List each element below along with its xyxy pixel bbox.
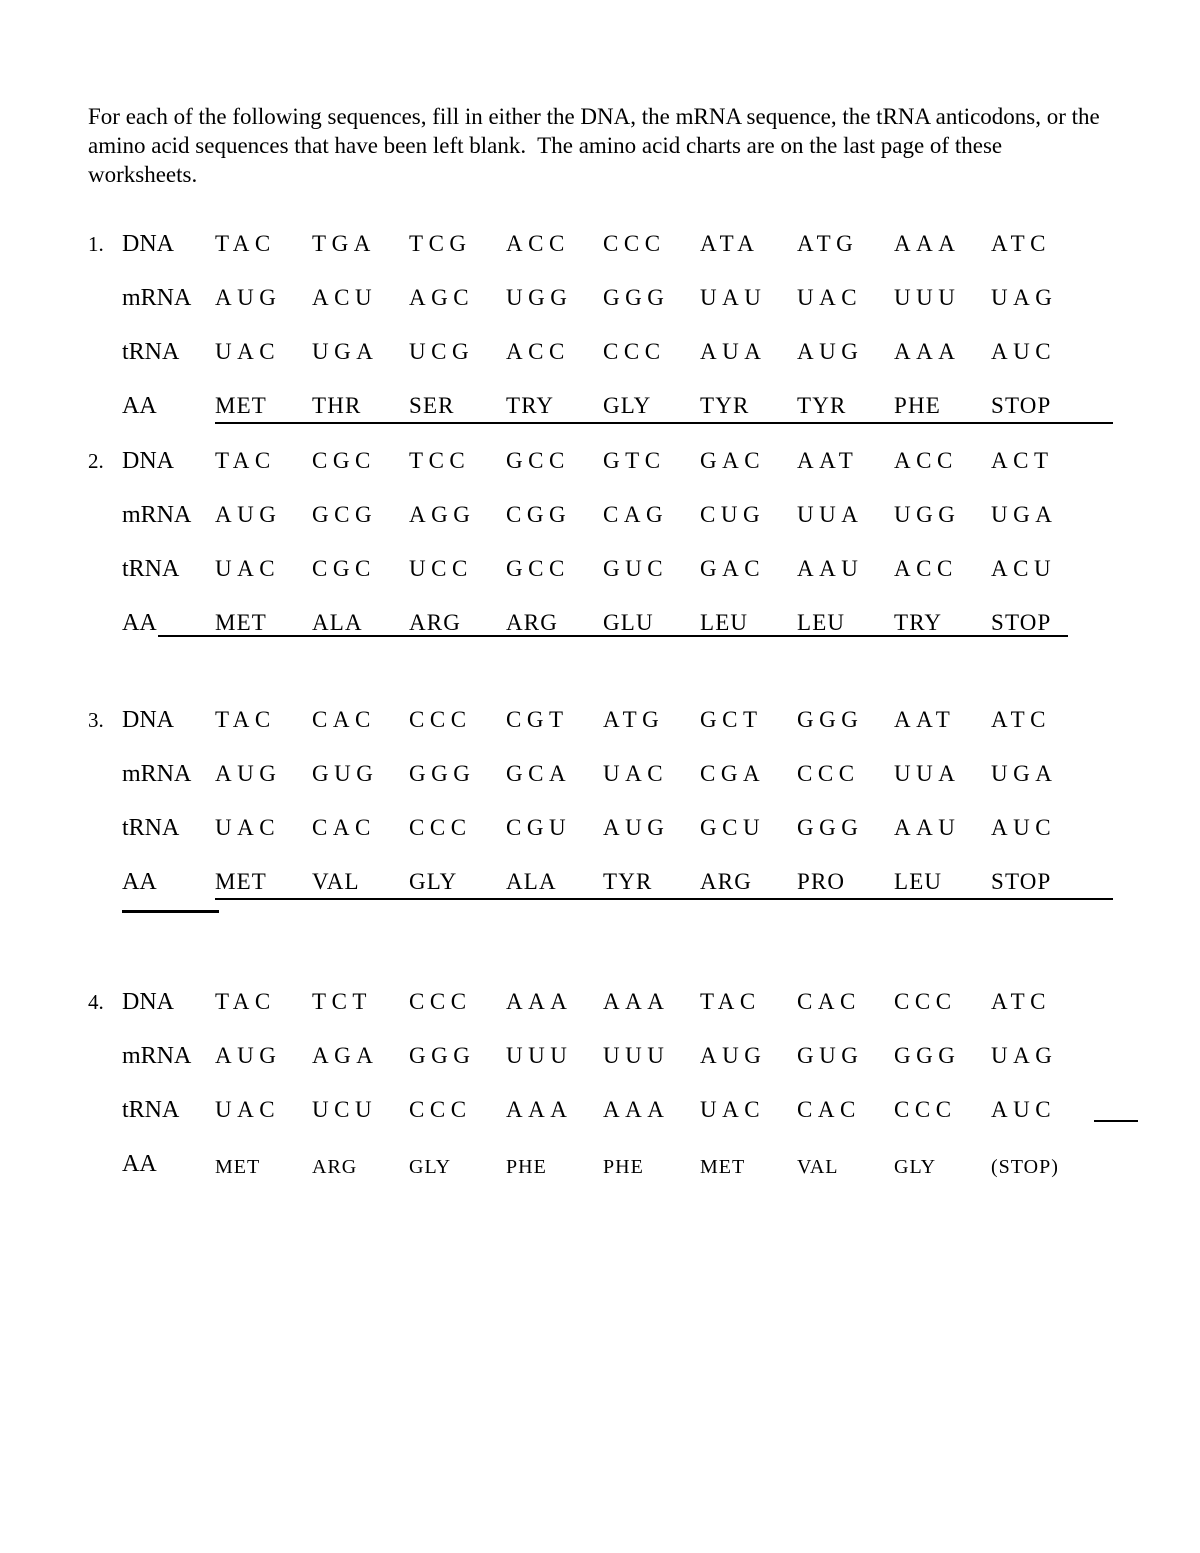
codon-group [215, 447, 1088, 475]
codon: TGA [312, 231, 376, 256]
row-label-dna: DNA [122, 231, 174, 257]
codon: UAU [700, 285, 767, 310]
codon: AAA [506, 1097, 573, 1122]
codon: CAC [797, 989, 861, 1014]
amino-acid: MET [700, 1156, 746, 1178]
codon: UUU [506, 1043, 573, 1068]
codon-group [215, 706, 1088, 734]
codon: GGG [797, 707, 864, 732]
sequence-row-trna [88, 814, 1160, 868]
codon: GCC [506, 556, 570, 581]
codon: CUG [700, 502, 766, 527]
sequence-row-mrna [88, 1042, 1160, 1096]
amino-acid: GLY [409, 1156, 452, 1178]
codon: AAT [894, 707, 956, 732]
sequence-row-mrna [88, 284, 1160, 338]
sequence-row-aa [88, 609, 1160, 663]
amino-acid: ARG [700, 869, 753, 894]
amino-acid: GLU [603, 610, 654, 635]
codon: AAU [894, 815, 961, 840]
codon: ACC [506, 231, 570, 256]
amino-acid: LEU [700, 610, 749, 635]
codon: AAT [797, 448, 859, 473]
codon-group [215, 1042, 1088, 1070]
codon: GUG [797, 1043, 864, 1068]
problem-number: 4. [88, 990, 104, 1014]
amino-acid: PRO [797, 869, 846, 894]
codon: UUU [603, 1043, 670, 1068]
codon-group [215, 284, 1088, 312]
amino-acid: THR [312, 393, 362, 418]
codon: CCC [409, 989, 472, 1014]
amino-acid: PHE [506, 1156, 547, 1178]
codon: ACU [312, 285, 378, 310]
codon: ACT [991, 448, 1054, 473]
amino-acid-group [215, 392, 1113, 424]
codon-group [215, 814, 1088, 842]
codon: UGG [894, 502, 961, 527]
problem-number: 2. [88, 449, 104, 473]
codon: GGG [894, 1043, 961, 1068]
amino-acid: VAL [312, 869, 360, 894]
codon: UCU [312, 1097, 378, 1122]
blank-answer-line [122, 896, 219, 913]
row-label-trna: tRNA [122, 815, 180, 841]
codon: AUG [797, 339, 864, 364]
codon: CGA [700, 761, 766, 786]
codon: AUG [215, 502, 282, 527]
codon: UGA [991, 761, 1058, 786]
row-label-trna: tRNA [122, 1097, 180, 1123]
codon: CGU [506, 815, 572, 840]
codon: CGG [506, 502, 572, 527]
row-label-aa: AA [122, 1151, 157, 1177]
codon: CCC [603, 231, 666, 256]
codon-group [215, 1096, 1138, 1124]
amino-acid: MET [215, 393, 267, 418]
amino-acid: MET [215, 869, 267, 894]
codon: CAC [312, 815, 376, 840]
row-label-trna: tRNA [122, 339, 180, 365]
codon: UAC [797, 285, 863, 310]
codon: ATC [991, 231, 1052, 256]
amino-acid: STOP [991, 610, 1052, 635]
codon: UAG [991, 1043, 1058, 1068]
sequence-row-aa [88, 868, 1160, 922]
sequence-row-aa [88, 1150, 1160, 1204]
codon: AAA [603, 1097, 670, 1122]
problems-list [88, 230, 1160, 1204]
sequence-row-trna [88, 1096, 1160, 1150]
amino-acid: GLY [603, 393, 652, 418]
codon: TCG [409, 231, 472, 256]
amino-acid-group [158, 609, 1068, 637]
codon: CAG [603, 502, 669, 527]
sequence-row-dna [88, 988, 1160, 1042]
codon: TAC [700, 989, 761, 1014]
codon: GTC [603, 448, 666, 473]
codon: AUC [991, 1097, 1057, 1122]
codon: UUA [894, 761, 961, 786]
codon: CGC [312, 556, 376, 581]
codon-group [215, 555, 1088, 583]
sequence-row-dna [88, 706, 1160, 760]
problem-1 [88, 230, 1160, 446]
codon: UAC [215, 339, 281, 364]
codon: ACC [894, 556, 958, 581]
row-label-dna: DNA [122, 989, 174, 1015]
codon: AUA [700, 339, 767, 364]
amino-acid: TYR [700, 393, 750, 418]
row-label-mrna: mRNA [122, 502, 192, 528]
problem-number: 1. [88, 232, 104, 256]
codon-group [215, 230, 1088, 258]
codon: UUU [894, 285, 961, 310]
codon: GAC [700, 556, 766, 581]
codon: AUG [603, 815, 670, 840]
codon: CCC [894, 1097, 957, 1122]
codon: ATG [797, 231, 859, 256]
codon: CCC [797, 761, 860, 786]
codon: ACC [506, 339, 570, 364]
amino-acid: VAL [797, 1156, 839, 1178]
codon: GAC [700, 448, 766, 473]
codon: CCC [409, 1097, 472, 1122]
sequence-row-aa [88, 392, 1160, 446]
codon: UGA [991, 502, 1058, 527]
codon: UGA [312, 339, 379, 364]
codon: CCC [409, 707, 472, 732]
amino-acid: LEU [797, 610, 846, 635]
codon: TAC [215, 989, 276, 1014]
sequence-row-mrna [88, 760, 1160, 814]
codon: CCC [603, 339, 666, 364]
codon: GCA [506, 761, 572, 786]
sequence-row-trna [88, 555, 1160, 609]
amino-acid-group [215, 868, 1113, 900]
codon: UAC [215, 556, 281, 581]
codon: ATC [991, 989, 1052, 1014]
codon: GGG [797, 815, 864, 840]
codon: GCU [700, 815, 766, 840]
problem-3 [88, 706, 1160, 912]
instructions-text: For each of the following sequences, fill in either the DNA, the mRNA sequence, the tRNA anticodons, or the amino acid sequences that have been left blank. The amino acid charts are on the last page of these worksheets. [88, 104, 1106, 188]
amino-acid: TRY [894, 610, 943, 635]
codon: ATC [991, 707, 1052, 732]
codon-group [215, 338, 1088, 366]
row-label-aa: AA [122, 610, 157, 636]
codon: CAC [797, 1097, 861, 1122]
amino-acid: TRY [506, 393, 555, 418]
codon: ACU [991, 556, 1057, 581]
codon: ACC [894, 448, 958, 473]
codon: AAA [603, 989, 670, 1014]
problem-4 [88, 988, 1160, 1204]
amino-acid: MET [215, 610, 267, 635]
codon: CGC [312, 448, 376, 473]
amino-acid: LEU [894, 869, 943, 894]
codon-group [215, 988, 1088, 1016]
codon: AAA [894, 231, 961, 256]
codon: UUA [797, 502, 864, 527]
row-label-dna: DNA [122, 707, 174, 733]
problem-2 [88, 447, 1160, 663]
sequence-row-mrna [88, 501, 1160, 555]
codon: AUG [215, 1043, 282, 1068]
amino-acid: ARG [312, 1156, 358, 1178]
codon: TAC [215, 448, 276, 473]
codon: AUC [991, 815, 1057, 840]
codon: AUG [215, 761, 282, 786]
amino-acid: TYR [603, 869, 653, 894]
codon: AAA [894, 339, 961, 364]
codon: GCC [506, 448, 570, 473]
amino-acid: ARG [506, 610, 559, 635]
codon: CAC [312, 707, 376, 732]
codon: AGC [409, 285, 475, 310]
amino-acid: PHE [894, 393, 941, 418]
codon-group [215, 760, 1088, 788]
codon: AUC [991, 339, 1057, 364]
codon: UAC [603, 761, 669, 786]
amino-acid: (STOP) [991, 1156, 1059, 1178]
codon: CCC [894, 989, 957, 1014]
codon: UGG [506, 285, 573, 310]
codon: ATG [603, 707, 665, 732]
row-label-aa: AA [122, 869, 157, 895]
codon: AAU [797, 556, 864, 581]
amino-acid: PHE [603, 1156, 644, 1178]
amino-acid: ARG [409, 610, 462, 635]
sequence-row-dna [88, 230, 1160, 284]
row-label-mrna: mRNA [122, 1043, 192, 1069]
codon: TCT [312, 989, 372, 1014]
amino-acid: ALA [312, 610, 363, 635]
amino-acid: ALA [506, 869, 557, 894]
codon: UAC [215, 1097, 281, 1122]
codon-group [215, 501, 1088, 529]
codon: GGG [409, 761, 476, 786]
row-label-aa: AA [122, 393, 157, 419]
amino-acid: STOP [991, 869, 1052, 894]
codon: CCC [409, 815, 472, 840]
codon: TCC [409, 448, 471, 473]
codon: ATA [700, 231, 760, 256]
codon: UAG [991, 285, 1058, 310]
sequence-row-dna [88, 447, 1160, 501]
amino-acid: TYR [797, 393, 847, 418]
row-label-mrna: mRNA [122, 761, 192, 787]
codon: TAC [215, 707, 276, 732]
codon: GCT [700, 707, 763, 732]
row-label-mrna: mRNA [122, 285, 192, 311]
codon: AGG [409, 502, 476, 527]
blank-answer-line [1094, 1096, 1138, 1122]
codon: TAC [215, 231, 276, 256]
codon: AUG [215, 285, 282, 310]
amino-acid: GLY [409, 869, 458, 894]
row-label-dna: DNA [122, 448, 174, 474]
codon: UCG [409, 339, 475, 364]
codon: GUC [603, 556, 669, 581]
codon: AUG [700, 1043, 767, 1068]
codon: GUG [312, 761, 379, 786]
codon: UCC [409, 556, 473, 581]
amino-acid: SER [409, 393, 455, 418]
codon: GGG [603, 285, 670, 310]
amino-acid: GLY [894, 1156, 937, 1178]
codon: CGT [506, 707, 569, 732]
codon: AGA [312, 1043, 379, 1068]
codon: GGG [409, 1043, 476, 1068]
sequence-row-trna [88, 338, 1160, 392]
problem-number: 3. [88, 708, 104, 732]
amino-acid: MET [215, 1156, 261, 1178]
amino-acid: STOP [991, 393, 1052, 418]
codon: UAC [215, 815, 281, 840]
codon: UAC [700, 1097, 766, 1122]
amino-acid-group [215, 1150, 1088, 1181]
codon: GCG [312, 502, 378, 527]
row-label-trna: tRNA [122, 556, 180, 582]
codon: AAA [506, 989, 573, 1014]
